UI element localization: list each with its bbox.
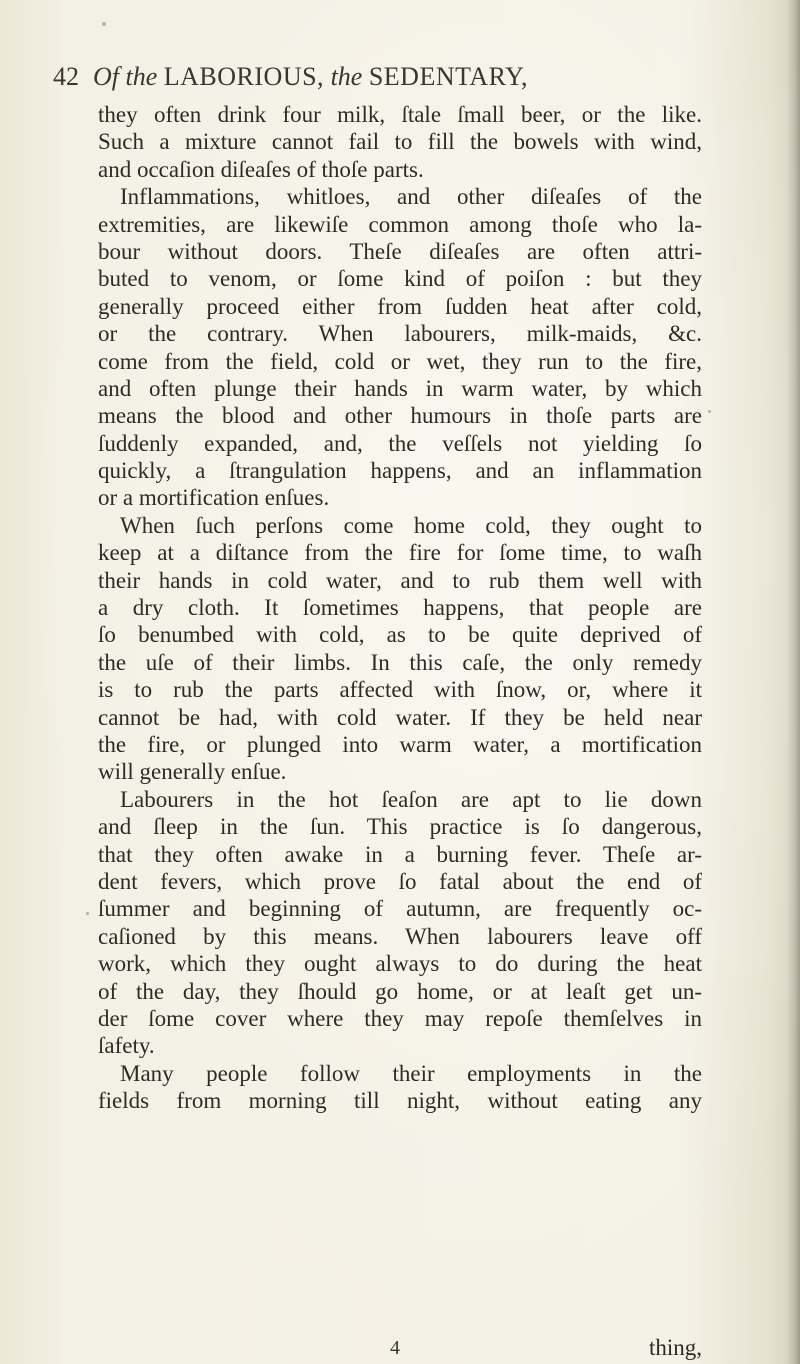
text-line: they often drink four milk, ſtale ſmall beer, or the like. xyxy=(98,102,702,127)
text-line: or a mortification enſues. xyxy=(98,485,330,511)
text-line: extremities, are likewiſe common among thoſe who la- xyxy=(98,211,702,237)
paper-speck xyxy=(708,410,711,413)
text-line: come from the field, cold or wet, they run to the fire, xyxy=(98,348,702,374)
text-line: their hands in cold water, and to rub them well with xyxy=(98,567,702,593)
text-line: Inflammations, whitloes, and other diſeaſes of the xyxy=(120,184,702,210)
page-edge-shadow xyxy=(786,0,800,1364)
text-line: bour without doors. Theſe diſeaſes are often attri- xyxy=(98,238,702,264)
text-line: and ſleep in the ſun. This practice is ſo dangerous, xyxy=(98,814,702,840)
text-line: work, which they ought always to do during the heat xyxy=(98,951,702,977)
page-number: 42 xyxy=(53,62,79,91)
paper-speck xyxy=(102,22,106,26)
running-header xyxy=(53,58,693,96)
text-line: means the blood and other humours in thoſe parts are xyxy=(98,403,702,429)
text-line: and occaſion diſeaſes of thoſe parts. xyxy=(98,156,424,182)
header-middle: the xyxy=(330,62,363,91)
text-line: fields from morning till night, without eating any xyxy=(98,1088,702,1114)
text-line: ſo benumbed with cold, as to be quite deprived of xyxy=(98,622,702,648)
text-line: that they often awake in a burning fever. Theſe ar- xyxy=(98,841,702,867)
text-line: Labourers in the hot ſeaſon are apt to lie down xyxy=(120,786,702,812)
catchword: thing, xyxy=(648,1335,702,1360)
text-line: Many people follow their employments in the xyxy=(120,1060,702,1086)
text-line: When ſuch perſons come home cold, they ought to xyxy=(120,512,702,538)
text-line: the fire, or plunged into warm water, a mortification xyxy=(98,731,702,757)
text-line: or the contrary. When labourers, milk-maids, &c. xyxy=(98,321,702,347)
text-line: buted to venom, or ſome kind of poiſon : but they xyxy=(98,266,702,292)
text-line: ſummer and beginning of autumn, are frequently oc- xyxy=(98,896,702,922)
header-word-laborious: LABORIOUS, xyxy=(163,62,325,91)
signature-mark: 4 xyxy=(390,1337,400,1359)
body-text xyxy=(98,101,702,1114)
text-line: ſafety. xyxy=(98,1033,155,1059)
text-line: keep at a diſtance from the fire for ſome time, to waſh xyxy=(98,540,702,566)
text-line: quickly, a ſtrangulation happens, and an inflammation xyxy=(98,458,702,484)
text-line: and often plunge their hands in warm water, by which xyxy=(98,375,702,401)
text-line: generally proceed either from ſudden heat after cold, xyxy=(98,293,702,319)
text-line: is to rub the parts affected with ſnow, or, where it xyxy=(98,677,702,703)
text-line: ſuddenly expanded, and, the veſſels not yielding ſo xyxy=(98,430,702,456)
text-line: will generally enſue. xyxy=(98,759,287,785)
header-prefix: Of the xyxy=(93,62,158,91)
text-line: of the day, they ſhould go home, or at leaſt get un- xyxy=(98,978,702,1004)
text-line: caſioned by this means. When labourers leave off xyxy=(98,923,702,949)
paper-speck xyxy=(86,912,89,915)
text-line: dent fevers, which prove ſo fatal about the end of xyxy=(98,868,702,894)
text-line: cannot be had, with cold water. If they be held near xyxy=(98,704,702,730)
text-line: a dry cloth. It ſometimes happens, that people are xyxy=(98,595,702,621)
header-word-sedentary: SEDENTARY, xyxy=(368,62,529,91)
text-line: Such a mixture cannot fail to fill the bowels with wind, xyxy=(98,129,702,155)
text-line: der ſome cover where they may repoſe themſelves in xyxy=(98,1005,702,1031)
text-line: the uſe of their limbs. In this caſe, the only remedy xyxy=(98,649,702,675)
